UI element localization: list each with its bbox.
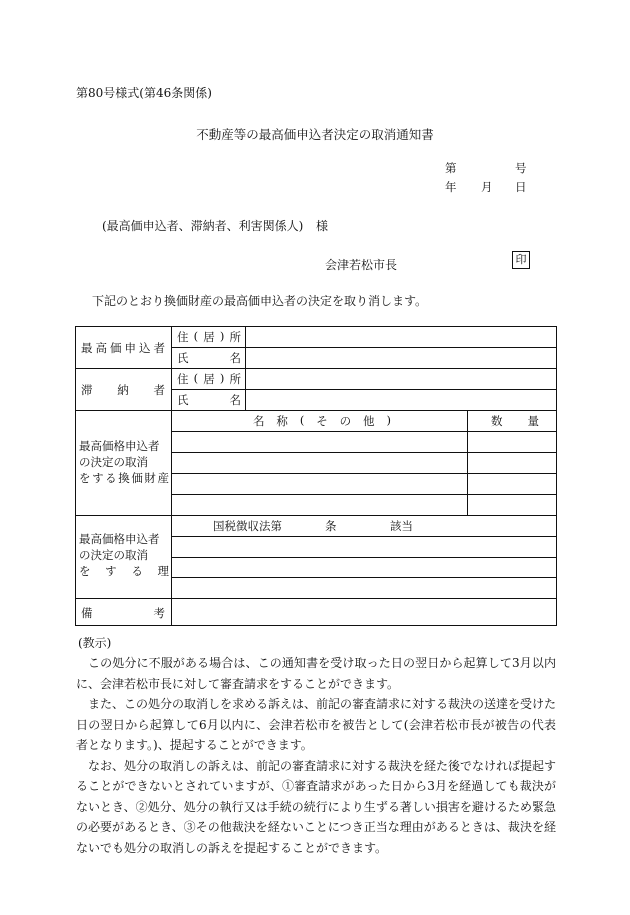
label-char: 最: [81, 341, 93, 355]
label-char: (: [193, 371, 199, 385]
label-char: 者: [153, 383, 165, 397]
property-line-4: [171, 494, 557, 495]
label-char: ): [219, 371, 225, 385]
document-number-label: 第: [445, 161, 457, 175]
issuer-name: 会津若松市長: [325, 258, 398, 272]
addressee: (最高価申込者、滞納者、利害関係人): [102, 219, 304, 233]
reason-label: [79, 531, 169, 579]
highest-bidder-label: [81, 340, 165, 356]
document-title: 不動産等の最高価申込者決定の取消通知書: [196, 127, 434, 142]
notice-heading: (教示): [78, 636, 112, 650]
label-char: の: [339, 414, 352, 428]
property-quantity-header: [491, 413, 539, 429]
bidder-name-label: [177, 350, 241, 366]
property-line-1: [171, 431, 557, 432]
label-char: 名: [253, 414, 265, 428]
row-divider-reason: [75, 598, 557, 599]
label-char: 申: [124, 341, 136, 355]
label-char: 備: [81, 606, 93, 620]
label-char: 所: [229, 330, 241, 344]
label-char: そ: [316, 414, 328, 428]
reason-label-line-1: 最高価格申込者: [79, 532, 160, 546]
table-border-bottom: [75, 625, 557, 626]
label-column-divider: [171, 326, 172, 626]
label-char: 氏: [177, 393, 189, 407]
label-char: を: [79, 564, 91, 578]
label-char: 高: [95, 341, 107, 355]
label-char: 名: [229, 351, 241, 365]
date-month-label: 月: [481, 180, 493, 194]
label-char: 居: [203, 330, 215, 344]
label-char: 滞: [81, 383, 93, 397]
delinquent-label: [81, 382, 165, 398]
label-char: (: [299, 413, 305, 427]
reason-line-1: [171, 536, 557, 537]
label-char: ): [219, 329, 225, 343]
row-divider-delinquent-inner: [171, 389, 557, 390]
label-char: る: [131, 564, 143, 578]
delinquent-address-label: [177, 371, 241, 387]
label-char: 他: [363, 414, 375, 428]
label-char: 住: [177, 372, 189, 386]
label-char: を: [79, 471, 91, 485]
reason-line-3: [171, 577, 557, 578]
property-name-header: [253, 413, 391, 429]
row-divider-bidder-inner: [171, 347, 557, 348]
quantity-column-divider: [467, 410, 468, 515]
property-line-3: [171, 473, 557, 474]
label-char: (: [193, 329, 199, 343]
notice-paragraph-1: この処分に不服がある場合は、この通知書を受け取った日の翌日から起算して3月以内に、会津若松市長に対して審査請求をすることができます。: [76, 656, 556, 691]
form-table: [75, 326, 557, 626]
date-year-label: 年: [445, 180, 457, 194]
property-line-2: [171, 452, 557, 453]
label-char: 名: [229, 393, 241, 407]
notice-paragraph-3: なお、処分の取消しの訴えは、前記の審査請求に対する裁決を経た後でなければ提起することができないとされていますが、①審査請求があった日から3月を経過しても裁決がないとき、②処分、処分の執行又は手続の続行により生ずる著しい損害を避けるため緊急の必要があるとき、③その他裁決を経ないことにつき正当な理由があるときは、裁決を経ないでも処分の取消しの訴えを提起することができます。: [76, 758, 557, 855]
property-label-line-1: 最高価格申込者: [79, 439, 160, 453]
label-char: 込: [139, 341, 151, 355]
label-char: 理: [157, 564, 169, 578]
label-char: 者: [153, 341, 165, 355]
label-char: 住: [177, 330, 189, 344]
label-char: 産: [157, 471, 169, 485]
label-char: 換: [118, 471, 130, 485]
label-char: す: [105, 564, 117, 578]
row-divider-delinquent: [75, 410, 557, 411]
document-number-suffix: 号: [515, 161, 527, 175]
table-border-top: [75, 326, 557, 327]
label-char: す: [92, 471, 104, 485]
notice-paragraph-2: また、この処分の取消しを求める訴えは、前記の審査請求に対する裁決の送達を受けた日の翌日から起算して6月以内に、会津若松市を被告として(会津若松市長が被告の代表者となります。)、提起することができます。: [76, 697, 557, 752]
row-divider-bidder: [75, 368, 557, 369]
reason-law-prefix: 国税徴収法第: [213, 519, 282, 533]
reason-law-suffix: 該当: [390, 519, 413, 533]
property-label: [79, 438, 169, 486]
intro-text: 下記のとおり換価財産の最高価申込者の決定を取り消します。: [92, 294, 428, 308]
label-char: 財: [144, 471, 156, 485]
addressee-honorific: 様: [316, 219, 329, 233]
label-char: 数: [491, 414, 503, 428]
label-char: 氏: [177, 351, 189, 365]
label-char: 量: [527, 414, 539, 428]
reason-label-line-2: の決定の取消: [79, 548, 148, 562]
label-char: 所: [229, 372, 241, 386]
label-char: 納: [117, 383, 129, 397]
reason-law-article: 条: [325, 519, 337, 533]
reason-label-line-3: [79, 563, 169, 579]
label-char: 考: [153, 606, 165, 620]
seal-stamp: 印: [512, 251, 530, 269]
label-char: 称: [276, 414, 288, 428]
reason-line-2: [171, 557, 557, 558]
label-char: 価: [131, 471, 143, 485]
notice-body: [76, 653, 556, 858]
table-border-left: [75, 326, 76, 626]
form-number: 第80号様式(第46条関係): [76, 86, 212, 100]
remarks-label: [81, 605, 165, 621]
label-char: る: [105, 471, 117, 485]
table-border-right: [556, 326, 557, 626]
label-char: 居: [203, 372, 215, 386]
label-char: ): [386, 413, 391, 427]
delinquent-name-label: [177, 392, 241, 408]
property-label-line-2: の決定の取消: [79, 455, 148, 469]
row-divider-property: [75, 515, 557, 516]
date-day-label: 日: [515, 180, 527, 194]
bidder-address-label: [177, 329, 241, 345]
property-label-line-3: [79, 470, 169, 486]
label-char: 価: [110, 341, 122, 355]
